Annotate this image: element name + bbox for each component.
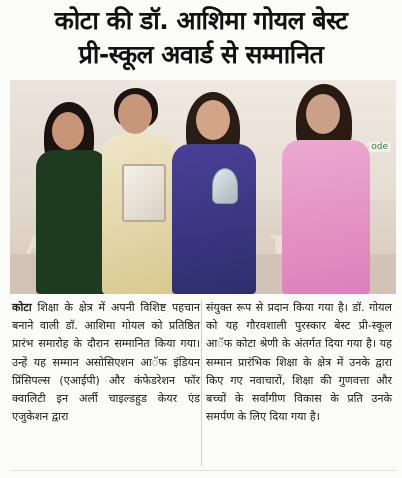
- dateline: कोटा: [12, 301, 32, 314]
- award-photo: [10, 80, 396, 294]
- person-outfit: [172, 144, 256, 294]
- article-column-left: [12, 299, 200, 426]
- article-text-right: संयुक्त रूप से प्रदान किया गया है। डॉ. गोयल को यह गौरवशाली पुरस्कार बेस्ट प्री-स्कूल आॅफ कोटा श्रेणी के अंतर्गत दिया गया है। यह सम्मान प्रारंभिक शिक्षा के क्षेत्र में उनके द्वारा किए गए नवाचारों, शिक्षा की गुणवत्ता और बच्चों के सर्वांगीण विकास के प्रति उनके समर्पण के लिए दिया गया है।: [206, 301, 392, 424]
- award-trophy: [122, 164, 166, 222]
- headline-line-1: कोटा की डॉ. आशिमा गोयल बेस्ट: [54, 6, 348, 35]
- column-divider: [201, 300, 202, 466]
- bottom-rule: [10, 470, 396, 471]
- headline: [0, 4, 402, 72]
- article-column-right: [206, 299, 392, 426]
- backdrop-code-text: ode: [371, 142, 388, 152]
- person-face: [118, 94, 152, 134]
- crystal-trophy: [212, 168, 238, 204]
- person-pink-dress: [274, 84, 374, 294]
- person-face: [52, 112, 84, 150]
- person-outfit: [282, 140, 370, 294]
- headline-line-2: प्री-स्कूल अवार्ड से सम्मानित: [78, 40, 324, 69]
- person-face: [306, 94, 340, 134]
- person-face: [196, 100, 230, 140]
- article-text-left: शिक्षा के क्षेत्र में अपनी विशिष्ट पहचान बनाने वाली डॉ. आशिमा गोयल को प्रतिष्ठित प्रारंभ समारोह के दौरान सम्मानित किया गया। उन्हें यह सम्मान असोसिएशन आॅफ इंडियन प्रिंसिपल्स (एआईपी) और कंफेडरेशन फॉर क्वालिटी इन अर्ली चाइल्डहुड केयर एंड एजुकेशन द्वारा: [12, 301, 200, 424]
